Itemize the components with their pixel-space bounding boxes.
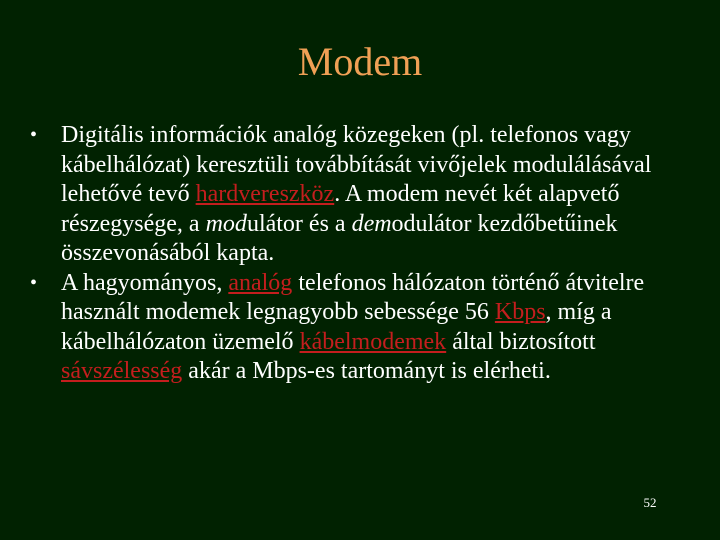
slide-title: Modem <box>297 39 423 84</box>
page-number: 52 <box>643 495 657 510</box>
emphasis-text: dem <box>351 210 392 237</box>
savszelesseg-link[interactable]: sávszélesség <box>61 358 183 384</box>
bullet-text: , míg a kábelhálózaton üzemelő <box>61 299 612 355</box>
kabelmodemek-link[interactable]: kábelmodemek <box>299 328 447 355</box>
emphasis-text: mod <box>205 210 247 237</box>
bullet-text: A hagyományos, <box>61 269 229 296</box>
bullet-item-2 <box>28 269 698 387</box>
bullet-icon: • <box>30 271 38 294</box>
bullet-text: által biztosított <box>446 328 596 355</box>
slide-content <box>28 121 698 387</box>
bullet-text: ulátor és a <box>246 210 352 237</box>
bullet-text: odulátor kezdőbetűinek összevonásából kapta. <box>61 210 618 266</box>
bullet-text: telefonos hálózaton történő átvitelre használt modemek legnagyobb sebessége 56 <box>61 269 645 325</box>
kbps-link[interactable]: Kbps <box>494 299 546 325</box>
bullet-text: Digitális információk analóg közegeken (pl. telefonos vagy kábelhálózat) keresztüli továbbítását vivőjelek modulálásával lehetővé tevő <box>61 122 652 207</box>
hardvereszkoz-link[interactable]: hardvereszköz <box>195 181 335 207</box>
bullet-text: . A modem nevét két alapvető részegysége, a <box>61 181 620 237</box>
bullet-item-1 <box>28 121 698 269</box>
bullet-icon: • <box>30 124 38 146</box>
bullet-text: akár a Mbps-es tartományt is elérheti. <box>182 358 551 384</box>
analog-link[interactable]: analóg <box>228 269 293 296</box>
